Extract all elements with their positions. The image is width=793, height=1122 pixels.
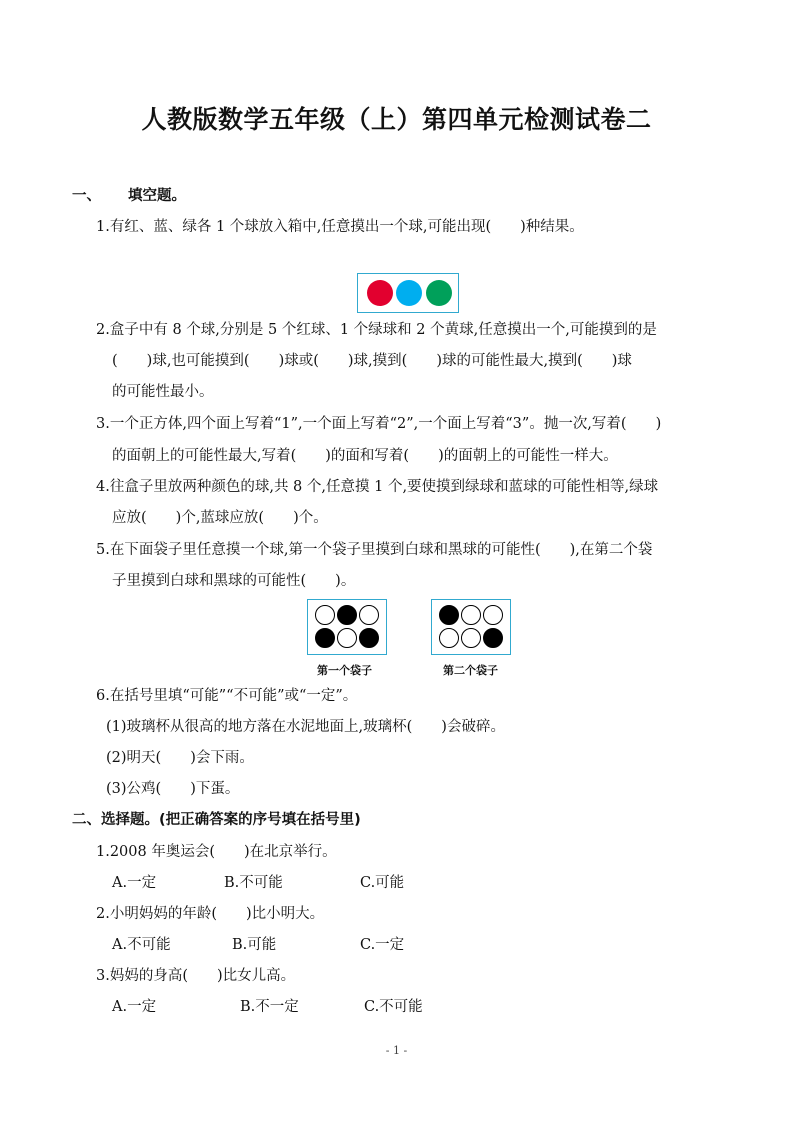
question-2-1-option-c: C.可能 [360,875,405,891]
question-2-2-option-c: C.一定 [360,937,405,953]
bag-2-label: 第二个袋子 [443,664,498,677]
black-ball [483,628,503,648]
question-2-3-option-a: A.一定 [112,999,157,1015]
white-ball [315,605,335,625]
black-ball [337,605,357,625]
section-2-heading: 二、选择题。(把正确答案的序号填在括号里) [72,812,361,828]
black-ball [359,628,379,648]
red-ball [367,280,393,306]
section-1-number: 一、 [72,188,101,204]
white-ball [461,628,481,648]
question-1-6-sub-1: (1)玻璃杯从很高的地方落在水泥地面上,玻璃杯( )会破碎。 [106,719,505,735]
section-1-heading [72,186,186,206]
page-title: 人教版数学五年级（上）第四单元检测试卷二 [141,105,652,134]
question-1-6-sub-3: (3)公鸡( )下蛋。 [106,781,240,797]
question-2-3-option-b: B.不一定 [240,999,299,1015]
white-ball [483,605,503,625]
question-1-6: 6.在括号里填“可能”“不可能”或“一定”。 [96,688,358,704]
question-1-4-line-2: 应放( )个,蓝球应放( )个。 [112,510,328,526]
question-1-2-line-3: 的可能性最小。 [112,384,214,400]
question-2-2-option-b: B.可能 [232,937,277,953]
white-ball [439,628,459,648]
green-ball [426,280,452,306]
bag-2-figure [431,599,511,655]
white-ball [359,605,379,625]
question-2-2: 2.小明妈妈的年龄( )比小明大。 [96,906,325,922]
question-1-5-line-2: 子里摸到白球和黑球的可能性( )。 [112,573,356,589]
blue-ball [396,280,422,306]
question-1-3-line-2: 的面朝上的可能性最大,写着( )的面和写着( )的面朝上的可能性一样大。 [112,448,618,464]
bag-1-label: 第一个袋子 [317,664,372,677]
question-2-1: 1.2008 年奥运会( )在北京举行。 [96,844,337,860]
section-1-title: 填空题。 [128,188,186,204]
question-1-2-line-1: 2.盒子中有 8 个球,分别是 5 个红球、1 个绿球和 2 个黄球,任意摸出一个,可能摸到的是 [96,322,657,338]
black-ball [439,605,459,625]
question-1-2-line-2: ( )球,也可能摸到( )球或( )球,摸到( )球的可能性最大,摸到( )球 [112,353,632,369]
question-2-1-option-b: B.不可能 [224,875,283,891]
rgb-balls-figure [357,273,459,313]
question-2-1-option-a: A.一定 [112,875,157,891]
white-ball [337,628,357,648]
question-1-1: 1.有红、蓝、绿各 1 个球放入箱中,任意摸出一个球,可能出现( )种结果。 [96,219,584,235]
page-number: - 1 - [385,1044,408,1057]
bag-1-figure [307,599,387,655]
question-1-6-sub-2: (2)明天( )会下雨。 [106,750,254,766]
white-ball [461,605,481,625]
question-2-3: 3.妈妈的身高( )比女儿高。 [96,968,296,984]
black-ball [315,628,335,648]
question-2-3-option-c: C.不可能 [364,999,423,1015]
question-2-2-option-a: A.不可能 [112,937,171,953]
question-1-3-line-1: 3.一个正方体,四个面上写着“1”,一个面上写着“2”,一个面上写着“3”。抛一次,写着( ) [96,416,662,432]
question-1-4-line-1: 4.往盒子里放两种颜色的球,共 8 个,任意摸 1 个,要使摸到绿球和蓝球的可能性相等,绿球 [96,479,659,495]
question-1-5-line-1: 5.在下面袋子里任意摸一个球,第一个袋子里摸到白球和黑球的可能性( ),在第二个袋 [96,542,653,558]
